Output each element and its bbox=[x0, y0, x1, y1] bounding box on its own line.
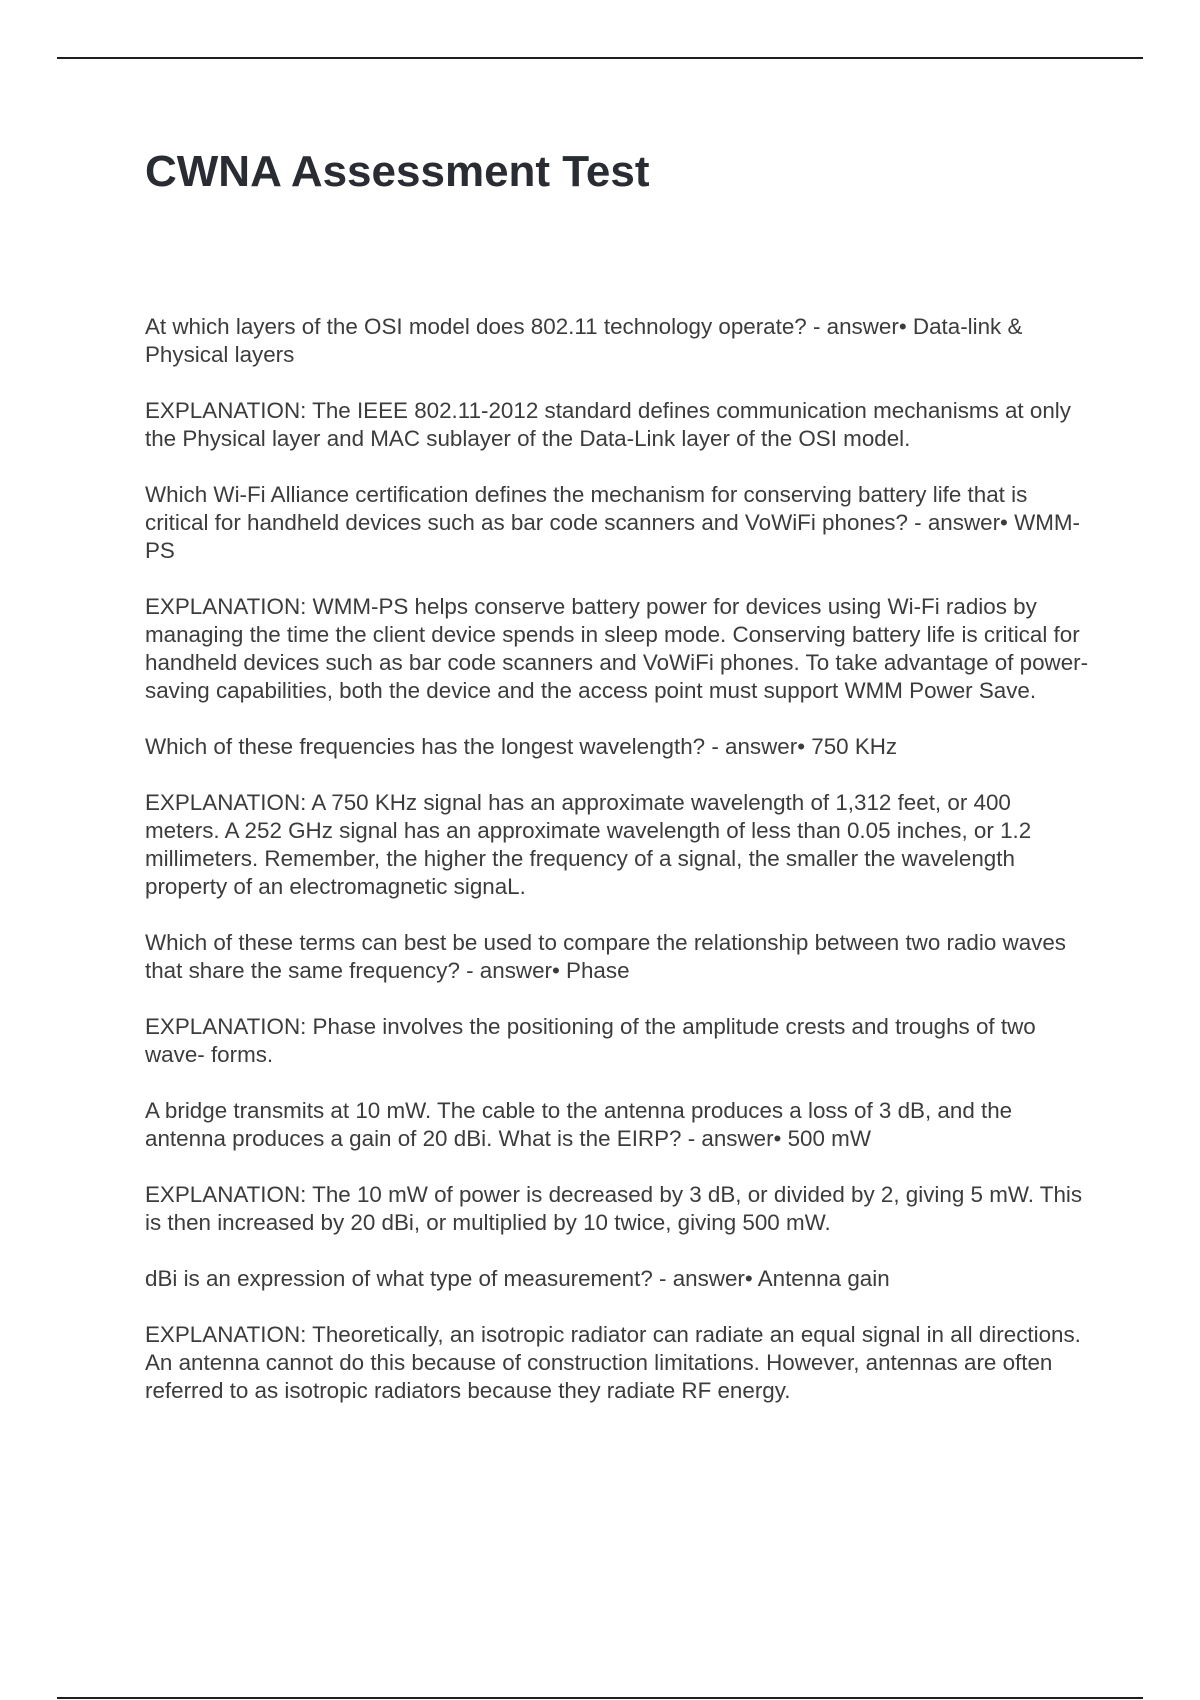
bottom-rule bbox=[57, 1697, 1143, 1699]
question-6: dBi is an expression of what type of measurement? - answer• Antenna gain bbox=[145, 1266, 890, 1291]
document-body bbox=[145, 313, 1090, 1433]
top-rule bbox=[57, 57, 1143, 59]
explanation-1: EXPLANATION: The IEEE 802.11-2012 standard defines communication mechanisms at only the Physical layer and MAC sublayer of the Data-Link layer of the OSI model. bbox=[145, 398, 1071, 451]
document-title: CWNA Assessment Test bbox=[145, 147, 650, 196]
explanation-4: EXPLANATION: Phase involves the positioning of the amplitude crests and troughs of two wave- forms. bbox=[145, 1014, 1036, 1067]
question-3: Which of these frequencies has the longest wavelength? - answer• 750 KHz bbox=[145, 734, 898, 759]
explanation-3: EXPLANATION: A 750 KHz signal has an approximate wavelength of 1,312 feet, or 400 meters. A 252 GHz signal has an approximate wavelength of less than 0.05 inches, or 1.2 millimeters. Remember, the higher the frequency of a signal, the smaller the wavelength property of an electromagnetic signaL. bbox=[145, 790, 1032, 899]
question-1: At which layers of the OSI model does 802.11 technology operate? - answer• Data-link & Physical layers bbox=[145, 314, 1023, 367]
explanation-5: EXPLANATION: The 10 mW of power is decreased by 3 dB, or divided by 2, giving 5 mW. This is then increased by 20 dBi, or multiplied by 10 twice, giving 500 mW. bbox=[145, 1182, 1083, 1235]
explanation-2: EXPLANATION: WMM-PS helps conserve battery power for devices using Wi-Fi radios by managing the time the client device spends in sleep mode. Conserving battery life is critical for handheld devices such as bar code scanners and VoWiFi phones. To take advantage of power-saving capabilities, both the device and the access point must support WMM Power Save. bbox=[145, 594, 1089, 703]
question-5: A bridge transmits at 10 mW. The cable to the antenna produces a loss of 3 dB, and the antenna produces a gain of 20 dBi. What is the EIRP? - answer• 500 mW bbox=[145, 1098, 1013, 1151]
explanation-6: EXPLANATION: Theoretically, an isotropic radiator can radiate an equal signal in all directions. An antenna cannot do this because of construction limitations. However, antennas are often referred to as isotropic radiators because they radiate RF energy. bbox=[145, 1322, 1081, 1403]
question-4: Which of these terms can best be used to compare the relationship between two radio waves that share the same frequency? - answer• Phase bbox=[145, 930, 1067, 983]
question-2: Which Wi-Fi Alliance certification defines the mechanism for conserving battery life that is critical for handheld devices such as bar code scanners and VoWiFi phones? - answer• WMM-PS bbox=[145, 482, 1080, 563]
